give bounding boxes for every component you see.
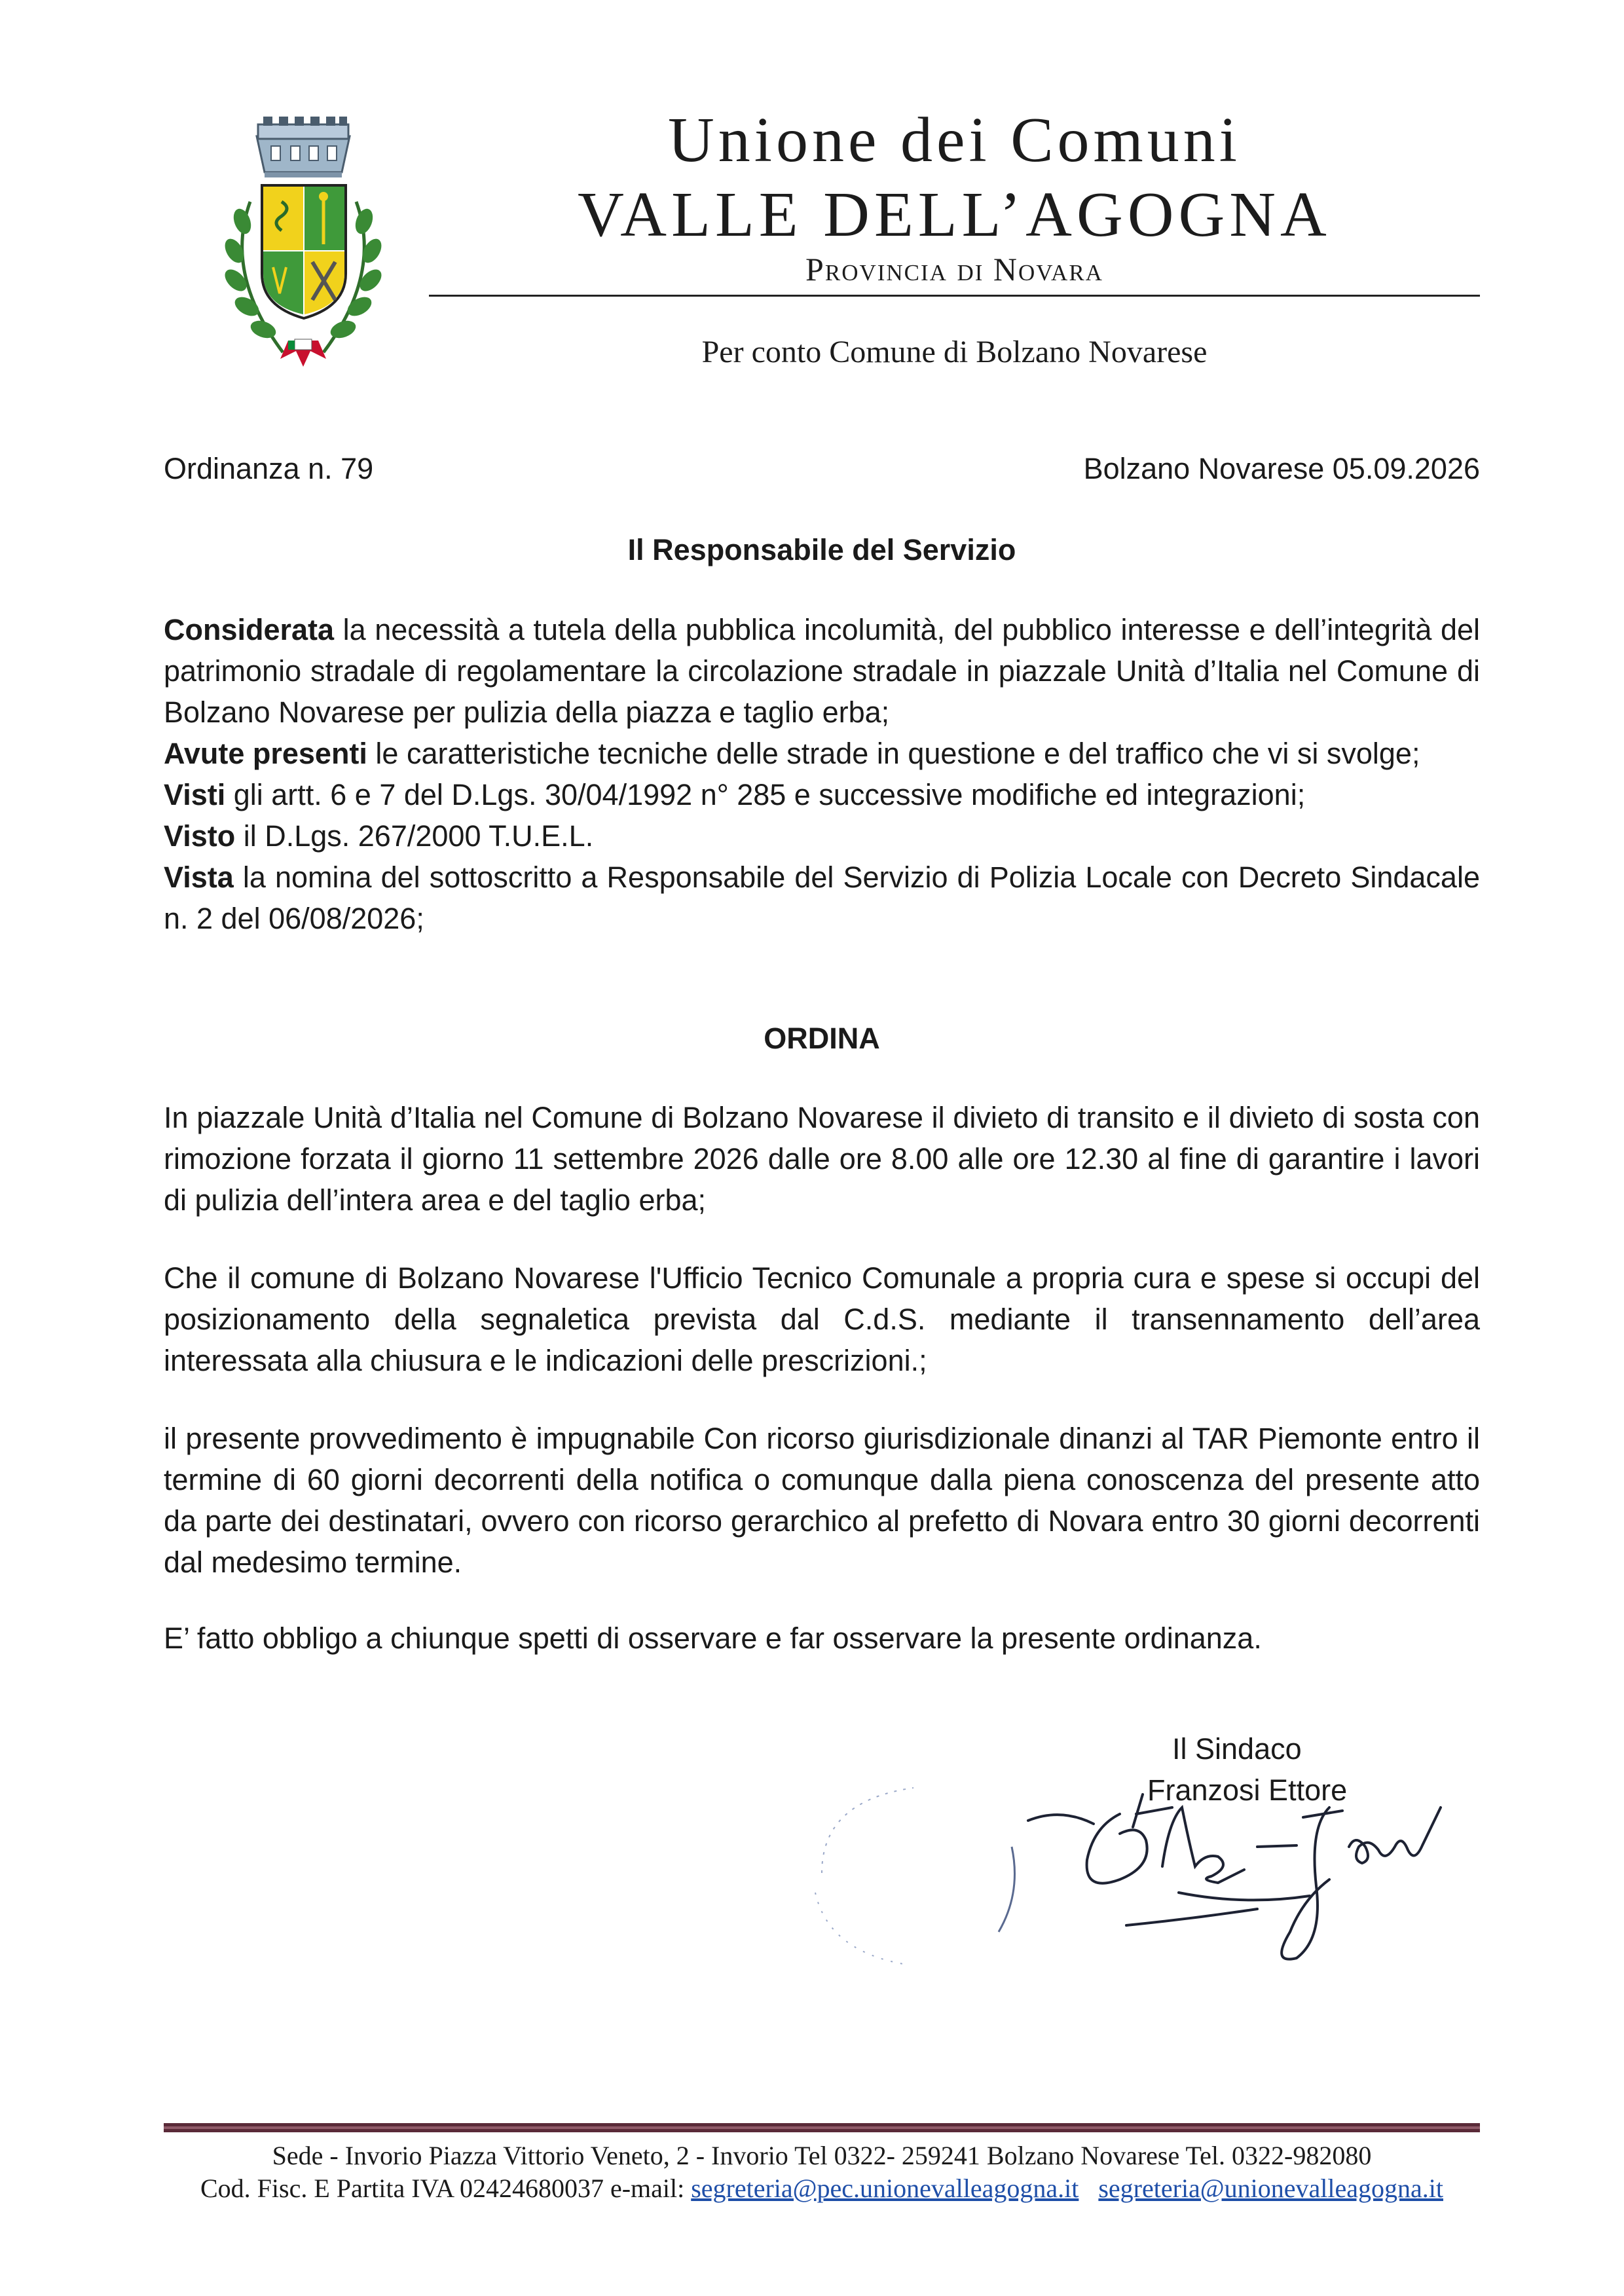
union-name: VALLE DELL’AGOGNA	[578, 179, 1331, 250]
mural-crown-icon	[257, 117, 350, 177]
ordinance-number: Ordinanza n. 79	[164, 452, 374, 485]
recital-text: la necessità a tutela della pubblica incolumità, del pubblico interesse e dell’integrità del patrimonio stradale di regolamentare la circolazione stradale in piazzale Unità d’Italia nel Comune di Bolzano Novarese per pulizia della piazza e taglio erba;	[164, 613, 1480, 729]
recital-lead: Vista	[164, 861, 234, 894]
recital-lead: Considerata	[164, 613, 335, 646]
footer-contacts	[164, 2173, 1480, 2204]
order-paragraph: Che il comune di Bolzano Novarese l'Ufficio Tecnico Comunale a propria cura e spese si occupi del posizionamento della segnaletica prevista dal C.d.S. mediante il transennamento dell’area interessata alla chiusura e le indicazioni delle prescrizioni.;	[164, 1261, 1480, 1377]
signatory-name: Franzosi Ettore	[1147, 1773, 1348, 1807]
shield-icon	[262, 185, 346, 318]
recital-text: il D.Lgs. 267/2000 T.U.E.L.	[235, 819, 594, 853]
recital-lead: Visti	[164, 778, 226, 811]
org-name: Unione dei Comuni	[667, 105, 1242, 176]
handwritten-signature	[1022, 1768, 1480, 1984]
place-date: Bolzano Novarese 05.09.2026	[1083, 452, 1480, 485]
email-link[interactable]: segreteria@unionevalleagogna.it	[1098, 2174, 1443, 2203]
on-behalf-line: Per conto Comune di Bolzano Novarese	[701, 335, 1208, 369]
pec-email-link[interactable]: segreteria@pec.unionevalleagogna.it	[691, 2174, 1079, 2203]
order-title: ORDINA	[764, 1022, 880, 1055]
recital-text: gli artt. 6 e 7 del D.Lgs. 30/04/1992 n° 285 e successive modifiche ed integrazioni;	[225, 778, 1306, 811]
recital-item	[164, 774, 1480, 815]
recital-item	[164, 733, 1480, 774]
order-paragraph: il presente provvedimento è impugnabile Con ricorso giurisdizionale dinanzi al TAR Piemonte entro il termine di 60 giorni decorrenti della notifica o comunque dalla piena conoscenza del presente atto da parte dei destinatari, ovvero con ricorso gerarchico al prefetto di Novara entro 30 giorni decorrenti dal medesimo termine.	[164, 1422, 1480, 1579]
footer-divider	[164, 2123, 1480, 2132]
footer-address: Sede - Invorio Piazza Vittorio Veneto, 2 - Invorio Tel 0322- 259241 Bolzano Novarese Tel. 0322-982080	[272, 2141, 1372, 2170]
recital-item	[164, 815, 1480, 857]
footer-tax-id: Cod. Fisc. E Partita IVA 02424680037 e-mail:	[200, 2174, 692, 2203]
recital-item	[164, 857, 1480, 939]
order-paragraph: In piazzale Unità d’Italia nel Comune di Bolzano Novarese il divieto di transito e il divieto di sosta con rimozione forzata il giorno 11 settembre 2026 dalle ore 8.00 alle ore 12.30 al fine di garantire i lavori di pulizia dell’intera area e del taglio erba;	[164, 1101, 1480, 1217]
faint-stamp-mark	[796, 1762, 1031, 1984]
coat-of-arms-emblem	[211, 110, 396, 371]
order-paragraph: E’ fatto obbligo a chiunque spetti di osservare e far osservare la presente ordinanza.	[164, 1621, 1262, 1655]
recital-text: la nomina del sottoscritto a Responsabile del Servizio di Polizia Locale con Decreto Sindacale n. 2 del 06/08/2026;	[164, 861, 1480, 935]
official-title: Il Responsabile del Servizio	[627, 533, 1016, 566]
recitals-block	[164, 609, 1480, 939]
tricolor-ribbon-icon	[280, 339, 326, 367]
province-subtitle: Provincia di Novara	[805, 251, 1103, 287]
recital-item	[164, 609, 1480, 733]
signatory-role: Il Sindaco	[1172, 1732, 1302, 1766]
recital-lead: Avute presenti	[164, 737, 367, 770]
recital-text: le caratteristiche tecniche delle strade in questione e del traffico che vi si svolge;	[367, 737, 1420, 770]
recital-lead: Visto	[164, 819, 236, 853]
header-divider	[429, 295, 1480, 297]
